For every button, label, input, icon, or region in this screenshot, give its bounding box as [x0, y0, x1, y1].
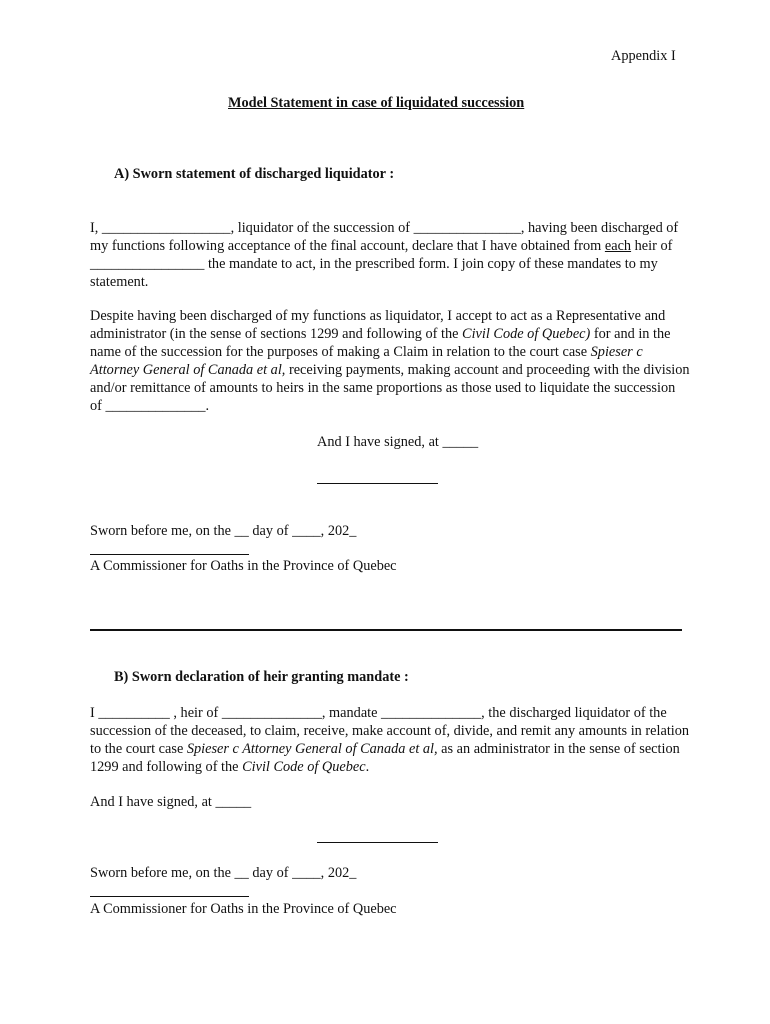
section-b-commissioner-signature-line — [90, 896, 249, 897]
section-b-signature-line — [317, 842, 438, 843]
section-b-commissioner: A Commissioner for Oaths in the Province of Quebec — [90, 901, 397, 917]
section-b-heading: B) Sworn declaration of heir granting mandate : — [114, 669, 409, 685]
section-a-heading: A) Sworn statement of discharged liquidator : — [114, 166, 395, 182]
court-case-reference: Spieser c Attorney General of Canada et al, — [90, 344, 643, 378]
court-case-reference: Spieser c Attorney General of Canada et al, — [186, 741, 438, 757]
section-a-paragraph-2: Despite having been discharged of my functions as liquidator, I accept to act as a Representative and administrator (in the sense of sections 1299 and following of the Civil Code of Quebec) for and in the name of the succession for the purposes of making a Claim in relation to the court case Spieser c Attorney General of Canada et al, receiving payments, making account and proceeding with the division and/or remittance of amounts to heirs in the same proportions as those used to liquidate the succession of ______________. — [90, 308, 690, 414]
section-a-sworn-before: Sworn before me, on the __ day of ____, 202_ — [90, 523, 357, 539]
underlined-each: each — [604, 238, 632, 254]
section-b-sworn-before: Sworn before me, on the __ day of ____, 202_ — [90, 865, 357, 881]
civil-code-reference: Civil Code of Quebec) — [462, 326, 591, 342]
section-b-paragraph: I __________ , heir of ______________, mandate ______________, the discharged liquidator of the succession of the deceased, to claim, receive, make account of, divide, and remit any amounts in relation to the court case Spieser c Attorney General of Canada et al, as an administrator in the sense of section 1299 and following of the Civil Code of Quebec. — [90, 705, 690, 775]
section-a-paragraph-1: I, __________________, liquidator of the succession of _______________, having been discharged of my functions following acceptance of the final account, declare that I have obtained from each heir of ________________ the mandate to act, in the prescribed form. I join copy of these mandates to my statement. — [90, 220, 679, 290]
section-b-signed-at: And I have signed, at _____ — [90, 794, 252, 810]
section-a-commissioner-signature-line — [90, 554, 249, 555]
section-divider — [90, 629, 682, 631]
appendix-label: Appendix I — [611, 48, 676, 64]
page-title: Model Statement in case of liquidated succession — [228, 95, 525, 111]
section-a-signed-at: And I have signed, at _____ — [317, 434, 479, 450]
civil-code-reference: Civil Code of Quebec — [242, 759, 366, 775]
section-a-signature-line — [317, 483, 438, 484]
section-a-commissioner: A Commissioner for Oaths in the Province of Quebec — [90, 558, 397, 574]
